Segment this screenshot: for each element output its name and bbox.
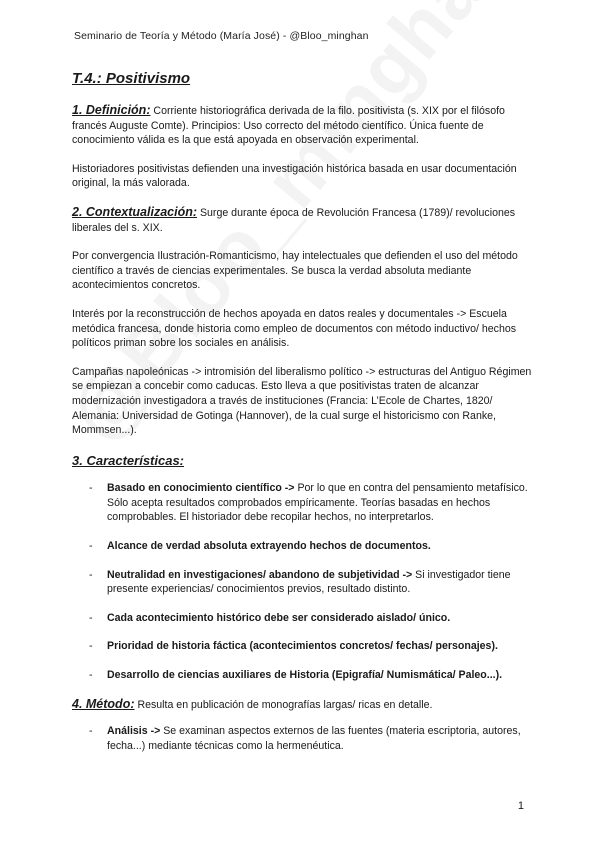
list-item: - Prioridad de historia fáctica (acontecimientos concretos/ fechas/ personajes). (89, 640, 498, 653)
page-number: 1 (517, 800, 524, 812)
context-paragraph-2: Por convergencia Ilustración-Romanticismo, hay intelectuales que defienden el uso del método científico a través de ciencias experimentales. Se busca la verdad absoluta mediante acontecimientos concretos. (72, 250, 518, 292)
characteristics-heading (72, 454, 532, 470)
list-item: - Neutralidad en investigaciones/ abandono de subjetividad -> Si investigador tiene presente experiencias/ conocimientos previos, resultado distinto. (89, 568, 511, 596)
list-item: - Análisis -> Se examinan aspectos externos de las fuentes (materia escriptoria, autores, fecha...) mediante técnicas como la hermenéutica. (89, 725, 521, 752)
list-item: - Cada acontecimiento histórico debe ser considerado aislado/ único. (89, 611, 451, 624)
page-content (72, 70, 532, 767)
section-title-method: 4. Método: (72, 696, 135, 711)
list-item: - Desarrollo de ciencias auxiliares de Historia (Epigrafía/ Numismática/ Paleo...). (89, 669, 503, 682)
context-paragraph-3: Interés por la reconstrucción de hechos apoyada en datos reales y documentales -> Escuela metódica francesa, donde historia como empleo de documentos con método inductivo/ hechos políticos priman sobre los sociales en análisis. (72, 307, 517, 350)
method-list (72, 724, 532, 753)
page-title: T.4.: Positivismo (72, 70, 191, 87)
document-header: Seminario de Teoría y Método (María José) - @Bloo_minghan (74, 30, 369, 42)
section-title-definition: 1. Definición: (72, 103, 151, 117)
context-paragraph: 2. Contextualización: Surge durante época de Revolución Francesa (1789)/ revoluciones liberales del s. XIX. (72, 204, 516, 234)
characteristics-list (72, 481, 532, 682)
definition-paragraph: 1. Definición: Corriente historiográfica derivada de la filo. positivista (s. XIX por el filósofo francés Auguste Comte). Principios: Uso correcto del método científico. Única fuente de conocimiento válida es la que está apoyada en observación experimental. (72, 103, 505, 147)
section-title-characteristics: 3. Características: (72, 452, 185, 468)
list-item: - Basado en conocimiento científico -> Por lo que en contra del pensamiento metafísico. Sólo acepta resultados comprobados empíricamente. Teorías basadas en hechos comprobables. El historiador debe recopilar hechos, no interpretarlos. (89, 482, 528, 524)
list-item: - Alcance de verdad absoluta extrayendo hechos de documentos. (89, 540, 431, 553)
section-title-context: 2. Contextualización: (72, 204, 198, 219)
definition-paragraph-2: Historiadores positivistas defienden una investigación histórica basada en usar documentación original, la más valorada. (72, 162, 517, 190)
method-paragraph: 4. Método: Resulta en publicación de monografías largas/ ricas en detalle. (72, 696, 433, 711)
context-paragraph-4: Campañas napoleónicas -> intromisión del liberalismo político -> estructuras del Antiguo Régimen se empiezan a concebir como caducas. Esto lleva a que positivistas traten de alcanzar modernización investigadora a través de instituciones (Francia: L’Ecole de Chartes, 1820/ Alemania: Universidad de Gotinga (Hannover), de la cual surge el historicismo con Ranke, Mommsen...). (72, 365, 532, 437)
